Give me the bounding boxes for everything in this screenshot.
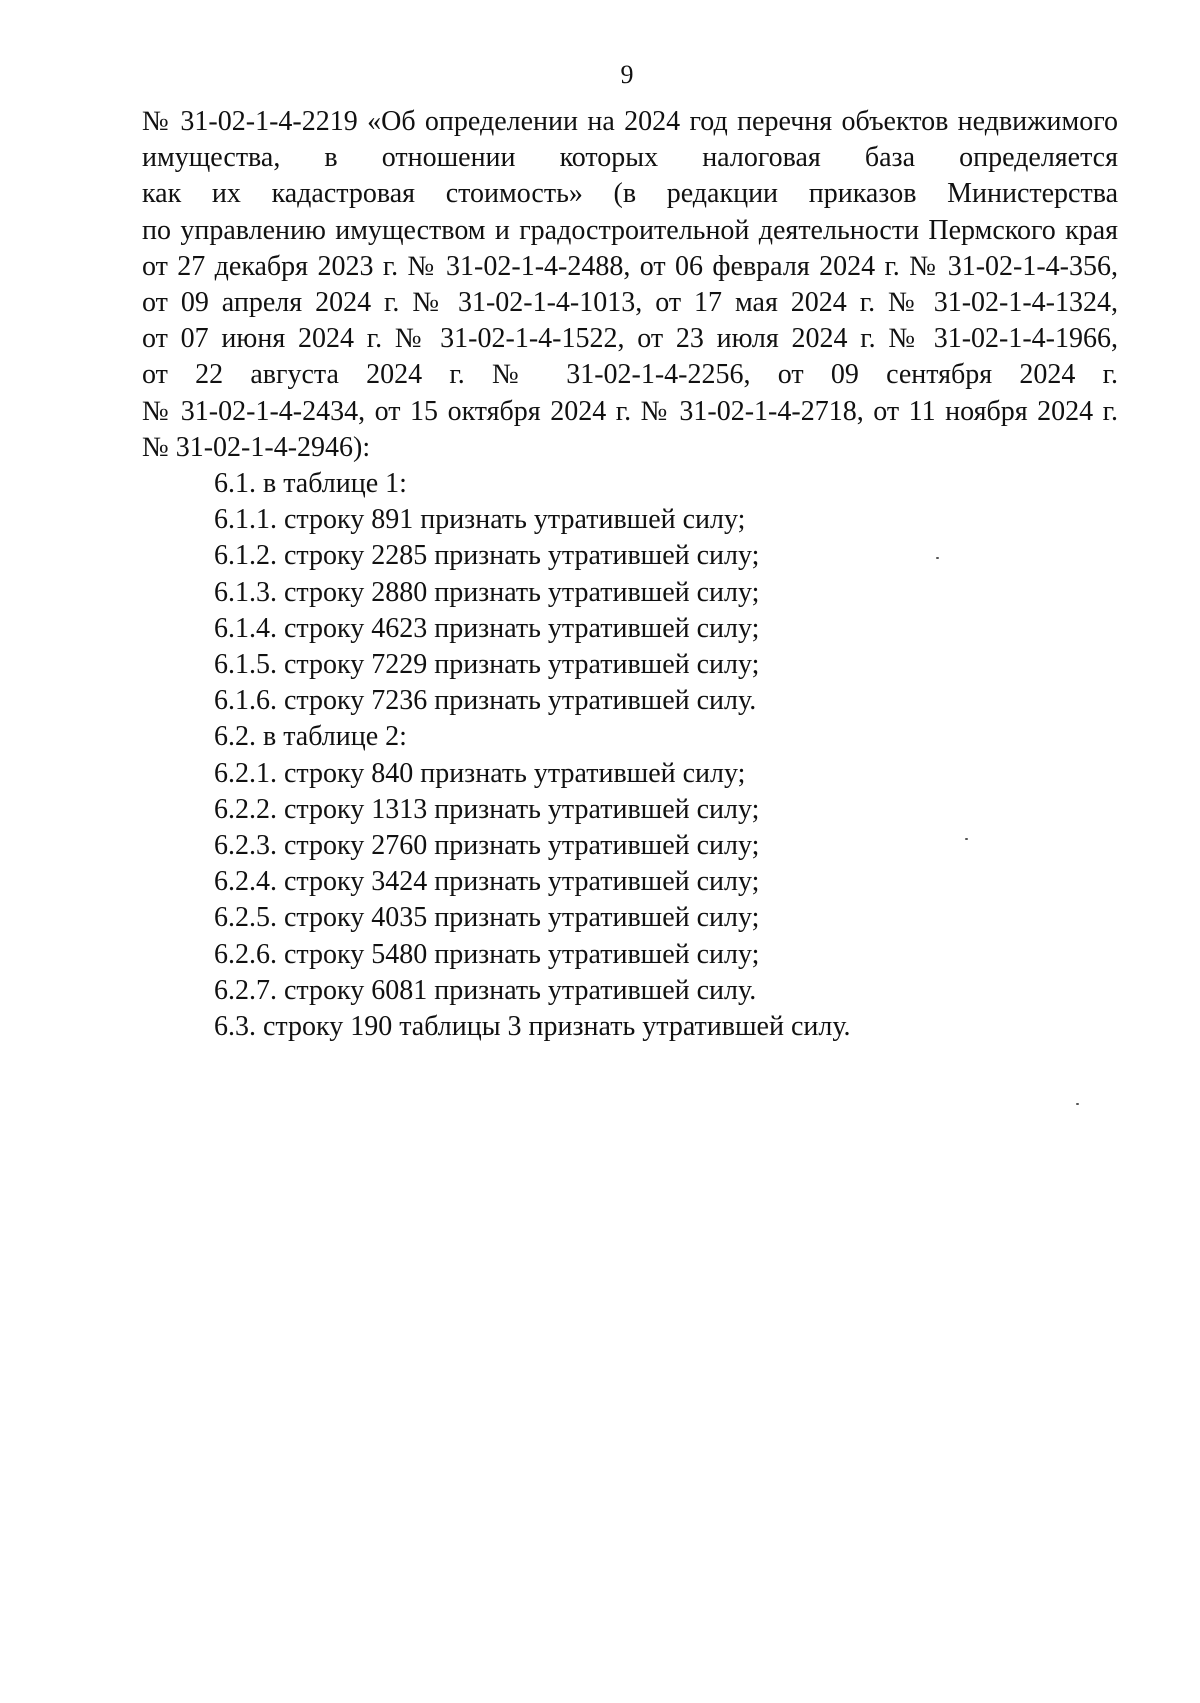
- list-item: 6.2.5. строку 4035 признать утратившей силу;: [214, 902, 760, 934]
- scan-speck: [965, 838, 968, 840]
- list-item: 6.1. в таблице 1:: [214, 468, 407, 500]
- list-item: 6.2.2. строку 1313 признать утратившей силу;: [214, 793, 760, 825]
- list-item: 6.2.4. строку 3424 признать утратившей силу;: [214, 866, 760, 898]
- list-item: 6.1.6. строку 7236 признать утратившей силу.: [214, 685, 757, 717]
- list-item: 6.2.6. строку 5480 признать утратившей силу;: [214, 938, 760, 970]
- list-item: 6.2.1. строку 840 признать утратившей силу;: [214, 757, 746, 789]
- intro-line: № 31-02-1-4-2219 «Об определении на 2024 год перечня объектов недвижимого: [142, 106, 1118, 137]
- list-item: 6.2. в таблице 2:: [214, 721, 407, 753]
- list-item: 6.3. строку 190 таблицы 3 признать утратившей силу.: [214, 1011, 851, 1043]
- intro-line: от 27 декабря 2023 г. № 31-02-1-4-2488, от 06 февраля 2024 г. № 31-02-1-4-356,: [142, 250, 1118, 282]
- intro-line: от 09 апреля 2024 г. № 31-02-1-4-1013, от 17 мая 2024 г. № 31-02-1-4-1324,: [142, 287, 1118, 319]
- intro-paragraph: [142, 104, 1118, 466]
- intro-line: как их кадастровая стоимость» (в редакции приказов Министерства: [142, 178, 1118, 210]
- intro-line: от 07 июня 2024 г. № 31-02-1-4-1522, от 23 июля 2024 г. № 31-02-1-4-1966,: [142, 323, 1118, 355]
- list-item: 6.2.7. строку 6081 признать утратившей силу.: [214, 974, 757, 1006]
- list-item: 6.1.2. строку 2285 признать утратившей силу;: [214, 540, 760, 572]
- intro-line: по управлению имуществом и градостроительной деятельности Пермского края: [142, 214, 1118, 246]
- intro-line: № 31-02-1-4-2946):: [142, 431, 371, 463]
- list-item: 6.1.3. строку 2880 признать утратившей силу;: [214, 576, 760, 608]
- intro-line: имущества, в отношении которых налоговая база определяется: [142, 142, 1118, 174]
- page-number: 9: [620, 60, 634, 89]
- scan-speck: [936, 557, 939, 559]
- intro-line: от 22 августа 2024 г. № 31-02-1-4-2256, от 09 сентября 2024 г.: [142, 359, 1118, 391]
- scan-speck: [1076, 1103, 1079, 1105]
- intro-line: № 31-02-1-4-2434, от 15 октября 2024 г. № 31-02-1-4-2718, от 11 ноября 2024 г.: [142, 395, 1118, 427]
- amendment-list: [142, 466, 1118, 1045]
- list-item: 6.1.1. строку 891 признать утратившей силу;: [214, 504, 746, 536]
- list-item: 6.2.3. строку 2760 признать утратившей силу;: [214, 830, 760, 862]
- list-item: 6.1.5. строку 7229 признать утратившей силу;: [214, 649, 760, 681]
- document-body: [142, 104, 1118, 1045]
- list-item: 6.1.4. строку 4623 признать утратившей силу;: [214, 612, 760, 644]
